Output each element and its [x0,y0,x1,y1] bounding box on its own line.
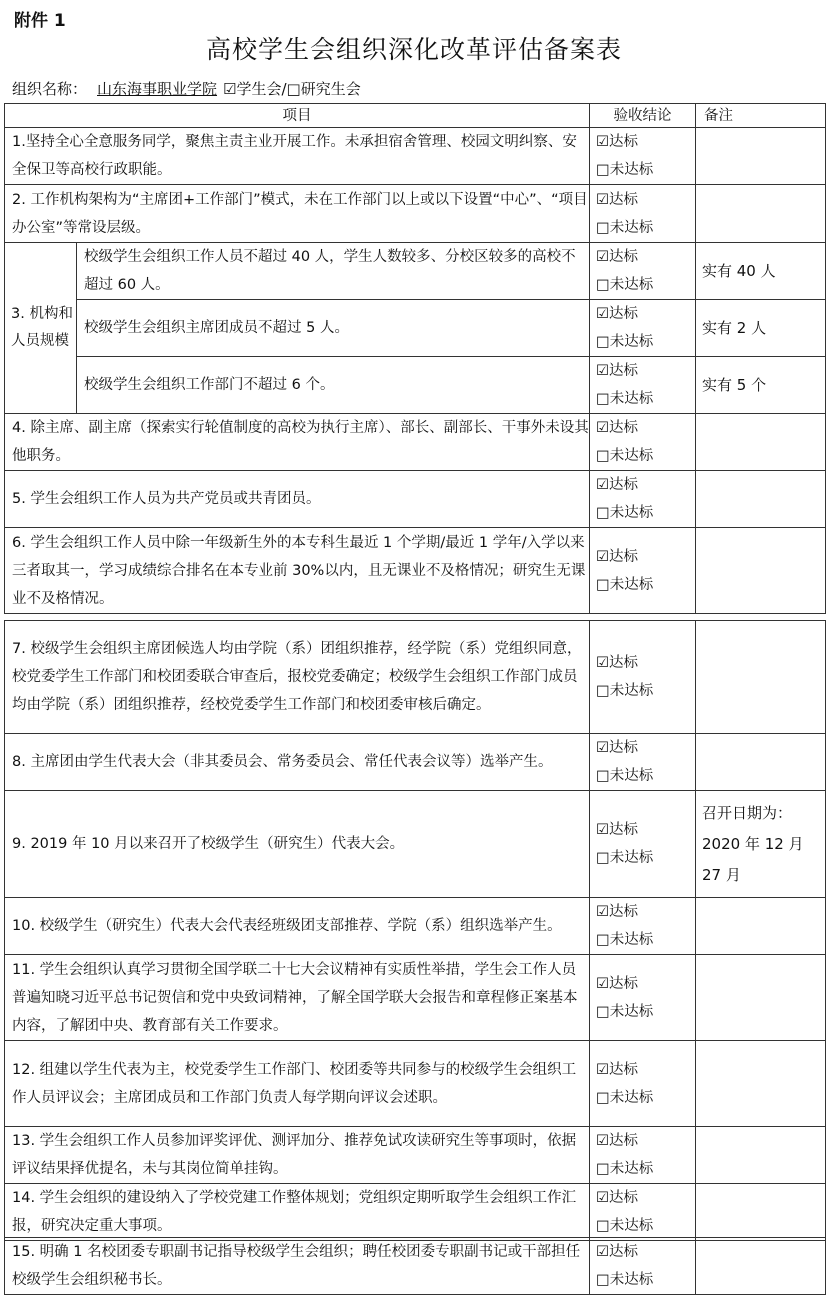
fail-checkbox[interactable]: □未达标 [596,277,654,293]
table-row [5,955,826,1041]
pass-checkbox[interactable]: ☑达标 [596,1244,638,1260]
note-cell [696,955,826,1041]
fail-checkbox[interactable]: □未达标 [596,448,654,464]
note-cell [696,734,826,791]
table-row [5,471,826,528]
note-cell [696,898,826,955]
item-text: 5. 学生会组织工作人员为共产党员或共青团员。 [5,471,590,528]
note-line: 2020 年 12 月 [702,834,804,853]
item-text: 校级学生会组织工作部门不超过 6 个。 [77,357,590,414]
fail-checkbox[interactable]: □未达标 [596,1272,654,1288]
result-cell [590,128,696,185]
item-text: 12. 组建以学生代表为主，校党委学生工作部门、校团委等共同参与的校级学生会组织工作人员评议会；主席团成员和工作部门负责人每学期向评议会述职。 [5,1041,590,1127]
item-text: 15. 明确 1 名校团委专职副书记指导校级学生会组织；聘任校团委专职副书记或干部担任校级学生会组织秘书长。 [5,1238,590,1295]
result-cell [590,185,696,243]
result-cell [590,357,696,414]
evaluation-table-part1 [4,103,826,614]
pass-checkbox[interactable]: ☑达标 [596,1061,638,1078]
table-row [5,791,826,898]
table-row [5,1238,826,1295]
note-cell [696,791,826,898]
pass-checkbox[interactable]: ☑达标 [596,134,638,150]
note-line: 召开日期为： [702,803,793,822]
note-cell [696,414,826,471]
table-header-row [5,104,826,128]
result-cell [590,955,696,1041]
item-text: 13. 学生会组织工作人员参加评奖评优、测评加分、推荐免试攻读研究生等事项时，依据评议结果择优提名，未与其岗位简单挂钩。 [5,1127,590,1184]
fail-checkbox[interactable]: □未达标 [596,1218,654,1234]
attachment-label: 附件 1 [14,11,66,31]
result-cell [590,1127,696,1184]
fail-checkbox[interactable]: □未达标 [596,932,654,948]
table-row [5,898,826,955]
evaluation-table-part2 [4,620,826,1241]
evaluation-table-part3 [4,1237,826,1295]
pass-checkbox[interactable]: ☑达标 [596,548,638,565]
item-text: 14. 学生会组织的建设纳入了学校党建工作整体规划；党组织定期听取学生会组织工作汇报，研究决定重大事项。 [5,1184,590,1241]
table-row [5,528,826,614]
header-result: 验收结论 [590,104,696,128]
result-cell [590,791,696,898]
table-row [5,243,826,300]
fail-checkbox[interactable]: □未达标 [596,219,654,236]
table-row [5,1041,826,1127]
item-text: 校级学生会组织工作人员不超过 40 人，学生人数较多、分校区较多的高校不超过 60 人。 [77,243,590,300]
item-text: 11. 学生会组织认真学习贯彻全国学联二十七大会议精神有实质性举措，学生会工作人员普遍知晓习近平总书记贺信和党中央致词精神，了解全国学联大会报告和章程修正案基本内容，了解团中央、教育部有关工作要求。 [5,955,590,1041]
pass-checkbox[interactable]: ☑达标 [596,655,638,671]
pass-checkbox[interactable]: ☑达标 [596,191,638,208]
fail-checkbox[interactable]: □未达标 [596,391,654,407]
table-row [5,621,826,734]
item-text: 8. 主席团由学生代表大会（非其委员会、常务委员会、常任代表会议等）选举产生。 [5,734,590,791]
result-cell [590,621,696,734]
fail-checkbox[interactable]: □未达标 [596,334,654,350]
org-name: 山东海事职业学院 [97,80,218,98]
table-row [5,1184,826,1241]
org-line [12,78,361,99]
result-cell [590,528,696,614]
pass-checkbox[interactable]: ☑达标 [596,363,638,379]
table-row [5,300,826,357]
table-row [5,185,826,243]
note-cell: 实有 5 个 [696,357,826,414]
org-type-option: ☑学生会/□研究生会 [223,80,361,98]
fail-checkbox[interactable]: □未达标 [596,162,654,178]
header-note: 备注 [696,104,826,128]
fail-checkbox[interactable]: □未达标 [596,505,654,521]
table-row [5,414,826,471]
pass-checkbox[interactable]: ☑达标 [596,477,638,493]
pass-checkbox[interactable]: ☑达标 [596,904,638,920]
result-cell [590,1041,696,1127]
note-cell [696,185,826,243]
result-cell [590,414,696,471]
pass-checkbox[interactable]: ☑达标 [596,249,638,265]
pass-checkbox[interactable]: ☑达标 [596,420,638,436]
item-text: 校级学生会组织主席团成员不超过 5 人。 [77,300,590,357]
result-cell [590,471,696,528]
org-label: 组织名称： [12,80,88,98]
result-cell [590,898,696,955]
result-cell [590,300,696,357]
note-cell [696,1238,826,1295]
result-cell [590,734,696,791]
item-group-label: 3. 机构和人员规模 [5,243,77,414]
note-cell: 实有 2 人 [696,300,826,357]
item-text: 4. 除主席、副主席（探索实行轮值制度的高校为执行主席）、部长、副部长、干事外未设其他职务。 [5,414,590,471]
note-cell [696,1184,826,1241]
pass-checkbox[interactable]: ☑达标 [596,1133,638,1149]
note-cell [696,621,826,734]
pass-checkbox[interactable]: ☑达标 [596,975,638,992]
note-cell [696,128,826,185]
item-text: 6. 学生会组织工作人员中除一年级新生外的本专科生最近 1 个学期/最近 1 学年/入学以来三者取其一，学习成绩综合排名在本专业前 30%以内，且无课业不及格情况；研究生无课业不及格情况。 [5,528,590,614]
item-text: 10. 校级学生（研究生）代表大会代表经班级团支部推荐、学院（系）组织选举产生。 [5,898,590,955]
pass-checkbox[interactable]: ☑达标 [596,822,638,838]
table-row [5,128,826,185]
note-cell [696,528,826,614]
result-cell [590,243,696,300]
page-title: 高校学生会组织深化改革评估备案表 [205,35,622,64]
item-text: 9. 2019 年 10 月以来召开了校级学生（研究生）代表大会。 [5,791,590,898]
fail-checkbox[interactable]: □未达标 [596,850,654,866]
table-row [5,734,826,791]
result-cell [590,1238,696,1295]
pass-checkbox[interactable]: ☑达标 [596,740,638,756]
table-row [5,1127,826,1184]
table-row [5,357,826,414]
item-text: 2. 工作机构架构为“主席团+工作部门”模式，未在工作部门以上或以下设置“中心”、“项目办公室”等常设层级。 [5,185,590,243]
item-text: 7. 校级学生会组织主席团候选人均由学院（系）团组织推荐，经学院（系）党组织同意，校党委学生工作部门和校团委联合审查后，报校党委确定；校级学生会组织工作部门成员均由学院（系）团组织推荐，经校党委学生工作部门和校团委审核后确定。 [5,621,590,734]
pass-checkbox[interactable]: ☑达标 [596,306,638,322]
note-cell [696,1127,826,1184]
note-cell: 实有 40 人 [696,243,826,300]
note-cell [696,1041,826,1127]
fail-checkbox[interactable]: □未达标 [596,1161,654,1177]
item-text: 1.坚持全心全意服务同学，聚焦主责主业开展工作。未承担宿舍管理、校园文明纠察、安全保卫等高校行政职能。 [5,128,590,185]
note-cell [696,471,826,528]
fail-checkbox[interactable]: □未达标 [596,1089,654,1106]
fail-checkbox[interactable]: □未达标 [596,1003,654,1020]
header-item: 项目 [5,104,590,128]
pass-checkbox[interactable]: ☑达标 [596,1190,638,1206]
fail-checkbox[interactable]: □未达标 [596,768,654,784]
result-cell [590,1184,696,1241]
fail-checkbox[interactable]: □未达标 [596,683,654,699]
fail-checkbox[interactable]: □未达标 [596,576,654,593]
note-line: 27 月 [702,865,741,884]
